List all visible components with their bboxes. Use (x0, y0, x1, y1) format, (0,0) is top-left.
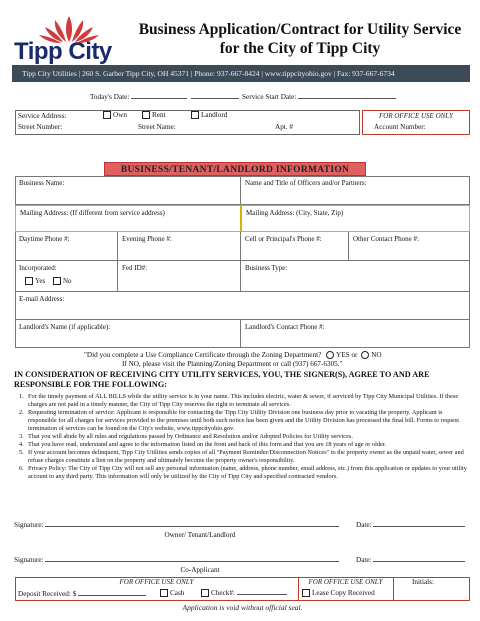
email-cell[interactable] (15, 292, 470, 320)
other-phone-label: Other Contact Phone #: (353, 235, 419, 243)
term-item: 6. Privacy Policy: The City of Tipp City will not sell any personal information (name, address, phone number, email address, etc.) from this application or updates to your utility account to any third party. This information will only be utilized by the City of Tipp City and specified contracted vendors. (19, 465, 467, 480)
cash-option[interactable] (160, 589, 184, 597)
initials-label: Initials: (412, 578, 434, 586)
zoning-question-text: "Did you complete a Use Compliance Certificate through the Zoning Department? (84, 351, 322, 359)
signature-row-2 (14, 556, 339, 564)
fed-id-label: Fed ID#: (122, 264, 148, 272)
lease-option[interactable] (302, 589, 375, 597)
consent-heading: IN CONSIDERATION OF RECEIVING CITY UTILITY SERVICES, YOU, THE SIGNER(S), AGREE TO AND ARE RESPONSIBLE FOR THE FOLLOWING: (14, 370, 430, 389)
zoning-question (84, 351, 382, 359)
cash-label: Cash (170, 589, 185, 597)
landlord-checkbox[interactable] (191, 111, 199, 119)
zoning-no-label: NO (371, 351, 382, 359)
office-use-label-2: FOR OFFICE USE ONLY (308, 578, 383, 586)
landlord-name-label: Landlord's Name (if applicable): (19, 323, 111, 331)
date-field-2[interactable] (373, 561, 465, 562)
deposit-row (18, 590, 146, 598)
daytime-phone-label: Daytime Phone #: (19, 235, 70, 243)
date-row-2 (356, 556, 465, 564)
landlord-phone-label: Landlord's Contact Phone #: (245, 323, 325, 331)
service-address-box (15, 110, 360, 135)
zoning-yes-radio[interactable] (326, 351, 334, 359)
mailing-city-label: Mailing Address: (City, State, Zip) (246, 209, 344, 217)
logo-text: Tipp City (14, 38, 112, 65)
service-start-label: Service Start Date: (242, 93, 297, 101)
date-label-2: Date: (356, 556, 372, 564)
own-checkbox[interactable] (103, 111, 111, 119)
email-label: E-mail Address: (19, 295, 65, 303)
terms-list (19, 393, 469, 481)
service-address-label: Service Address: (18, 112, 67, 120)
officers-label: Name and Title of Officers and/or Partners: (245, 179, 367, 187)
cash-checkbox[interactable] (160, 589, 168, 597)
rent-checkbox[interactable] (142, 111, 150, 119)
deposit-label: Deposit Received: $ (18, 590, 77, 598)
check-label: Check#: (211, 589, 235, 597)
todays-date-label: Today's Date: (90, 93, 130, 101)
deposit-field[interactable] (78, 595, 146, 596)
landlord-label: Landlord (201, 111, 228, 119)
office-use-label-1: FOR OFFICE USE ONLY (119, 578, 194, 586)
todays-date-field[interactable] (131, 98, 187, 99)
evening-phone-label: Evening Phone #: (122, 235, 172, 243)
incorporated-no-checkbox[interactable] (53, 277, 61, 285)
service-start-field[interactable] (298, 98, 396, 99)
term-item: 3. That you will abide by all rules and regulations passed by Ordinance and Resolution and/or Adopted Policies for Utility services. (19, 433, 353, 440)
own-label: Own (113, 111, 127, 119)
tipp-city-logo (14, 14, 124, 66)
business-name-cell[interactable] (15, 176, 241, 205)
account-number-label: Account Number: (374, 123, 426, 131)
signature-label-2: Signature: (14, 556, 44, 564)
date-row-1 (356, 521, 465, 529)
incorporated-yes-checkbox[interactable] (25, 277, 33, 285)
check-number-field[interactable] (237, 594, 287, 595)
check-checkbox[interactable] (201, 589, 209, 597)
cell-phone-label: Cell or Principal's Phone #: (245, 235, 322, 243)
office-use-label-top: FOR OFFICE USE ONLY (379, 112, 453, 120)
own-option[interactable] (103, 111, 127, 119)
term-item: 5. If your account becomes delinquent, Tipp City Utilities sends copies of all "Payment Reminder/Disconnection Notices" to the property owner as the unpaid water, sewer and refuse charges constitute a lien on the property and ultimately become the property owner's responsibility. (19, 449, 464, 464)
landlord-name-cell[interactable] (15, 320, 241, 348)
footer-divider-2 (393, 577, 394, 601)
apt-label: Apt. # (275, 123, 293, 131)
term-item: 4. That you have read, understand and agree to the information listed on the front and back of this form and that you are 18 years of age or older. (19, 441, 387, 448)
lease-label: Lease Copy Received (312, 589, 375, 597)
signature-row-1 (14, 521, 339, 529)
mailing-address-cell[interactable] (15, 205, 241, 232)
fed-id-cell[interactable] (118, 261, 241, 292)
mailing-address-label: Mailing Address: (If different from service address) (20, 209, 165, 217)
daytime-phone-cell[interactable] (15, 232, 118, 261)
todays-date-field-2[interactable] (191, 98, 239, 99)
title-line-1: Business Application/Contract for Utility Service (138, 21, 462, 38)
zoning-followup: If NO, please visit the Planning/Zoning Department or call (937) 667-6305." (122, 360, 343, 368)
landlord-phone-cell[interactable] (241, 320, 470, 348)
other-phone-cell[interactable] (349, 232, 470, 261)
signature-label-1: Signature: (14, 521, 44, 529)
contact-banner: Tipp City Utilities | 260 S. Garber Tipp City, OH 45371 | Phone: 937-667-8424 | www.tippcityohio.gov | Fax: 937-667-6734 (12, 65, 470, 82)
coapplicant-caption: Co-Applicant (180, 566, 220, 574)
service-start-row (242, 93, 396, 101)
landlord-option[interactable] (191, 111, 227, 119)
term-item: 1. For the timely payment of ALL BILLS while the utility service is in your name. This includes electric, water & sewer, if serviced by Tipp City Municipal Utilities. If these charges are not paid in a timely manner, the City of Tipp City reserves the right to terminate all services. (19, 393, 459, 408)
void-note: Application is void without official seal. (182, 603, 303, 612)
form-title (130, 20, 470, 58)
cell-phone-cell[interactable] (241, 232, 349, 261)
zoning-yes-label: YES or (336, 351, 358, 359)
todays-date-row (90, 93, 239, 101)
evening-phone-cell[interactable] (118, 232, 241, 261)
incorporated-yes-label: Yes (35, 277, 46, 285)
business-type-cell[interactable] (241, 261, 470, 292)
incorporated-cell (15, 261, 118, 292)
mailing-city-cell[interactable] (241, 205, 470, 232)
rent-option[interactable] (142, 111, 166, 119)
zoning-no-radio[interactable] (361, 351, 369, 359)
incorporated-no-label: No (62, 277, 72, 285)
street-number-label: Street Number: (18, 123, 63, 131)
business-type-label: Business Type: (245, 264, 288, 272)
section-title: BUSINESS/TENANT/LANDLORD INFORMATION (104, 162, 366, 176)
date-field-1[interactable] (373, 526, 465, 527)
officers-cell[interactable] (241, 176, 470, 205)
business-name-label: Business Name: (19, 179, 65, 187)
owner-caption: Owner/ Tenant/Landlord (164, 531, 236, 539)
signature-field-2[interactable] (45, 561, 339, 562)
term-item: 2. Requesting termination of service: Applicant is responsible for contacting the Tipp City Utility Division one business day prior to vacating the property. Applicant is responsible for all charges for services provided to the premises until both such notice has been given and the Utility Division has processed the final bill. Forms to request termination of services can be found on the City's website, www.tippcityohio.gov. (19, 409, 459, 432)
date-label-1: Date: (356, 521, 372, 529)
title-line-2: for the City of Tipp City (219, 40, 381, 57)
incorporated-label: Incorporated: (19, 264, 57, 272)
street-name-label: Street Name: (138, 123, 176, 131)
check-option[interactable] (201, 589, 287, 597)
rent-label: Rent (152, 111, 166, 119)
lease-checkbox[interactable] (302, 589, 310, 597)
signature-field-1[interactable] (45, 526, 339, 527)
